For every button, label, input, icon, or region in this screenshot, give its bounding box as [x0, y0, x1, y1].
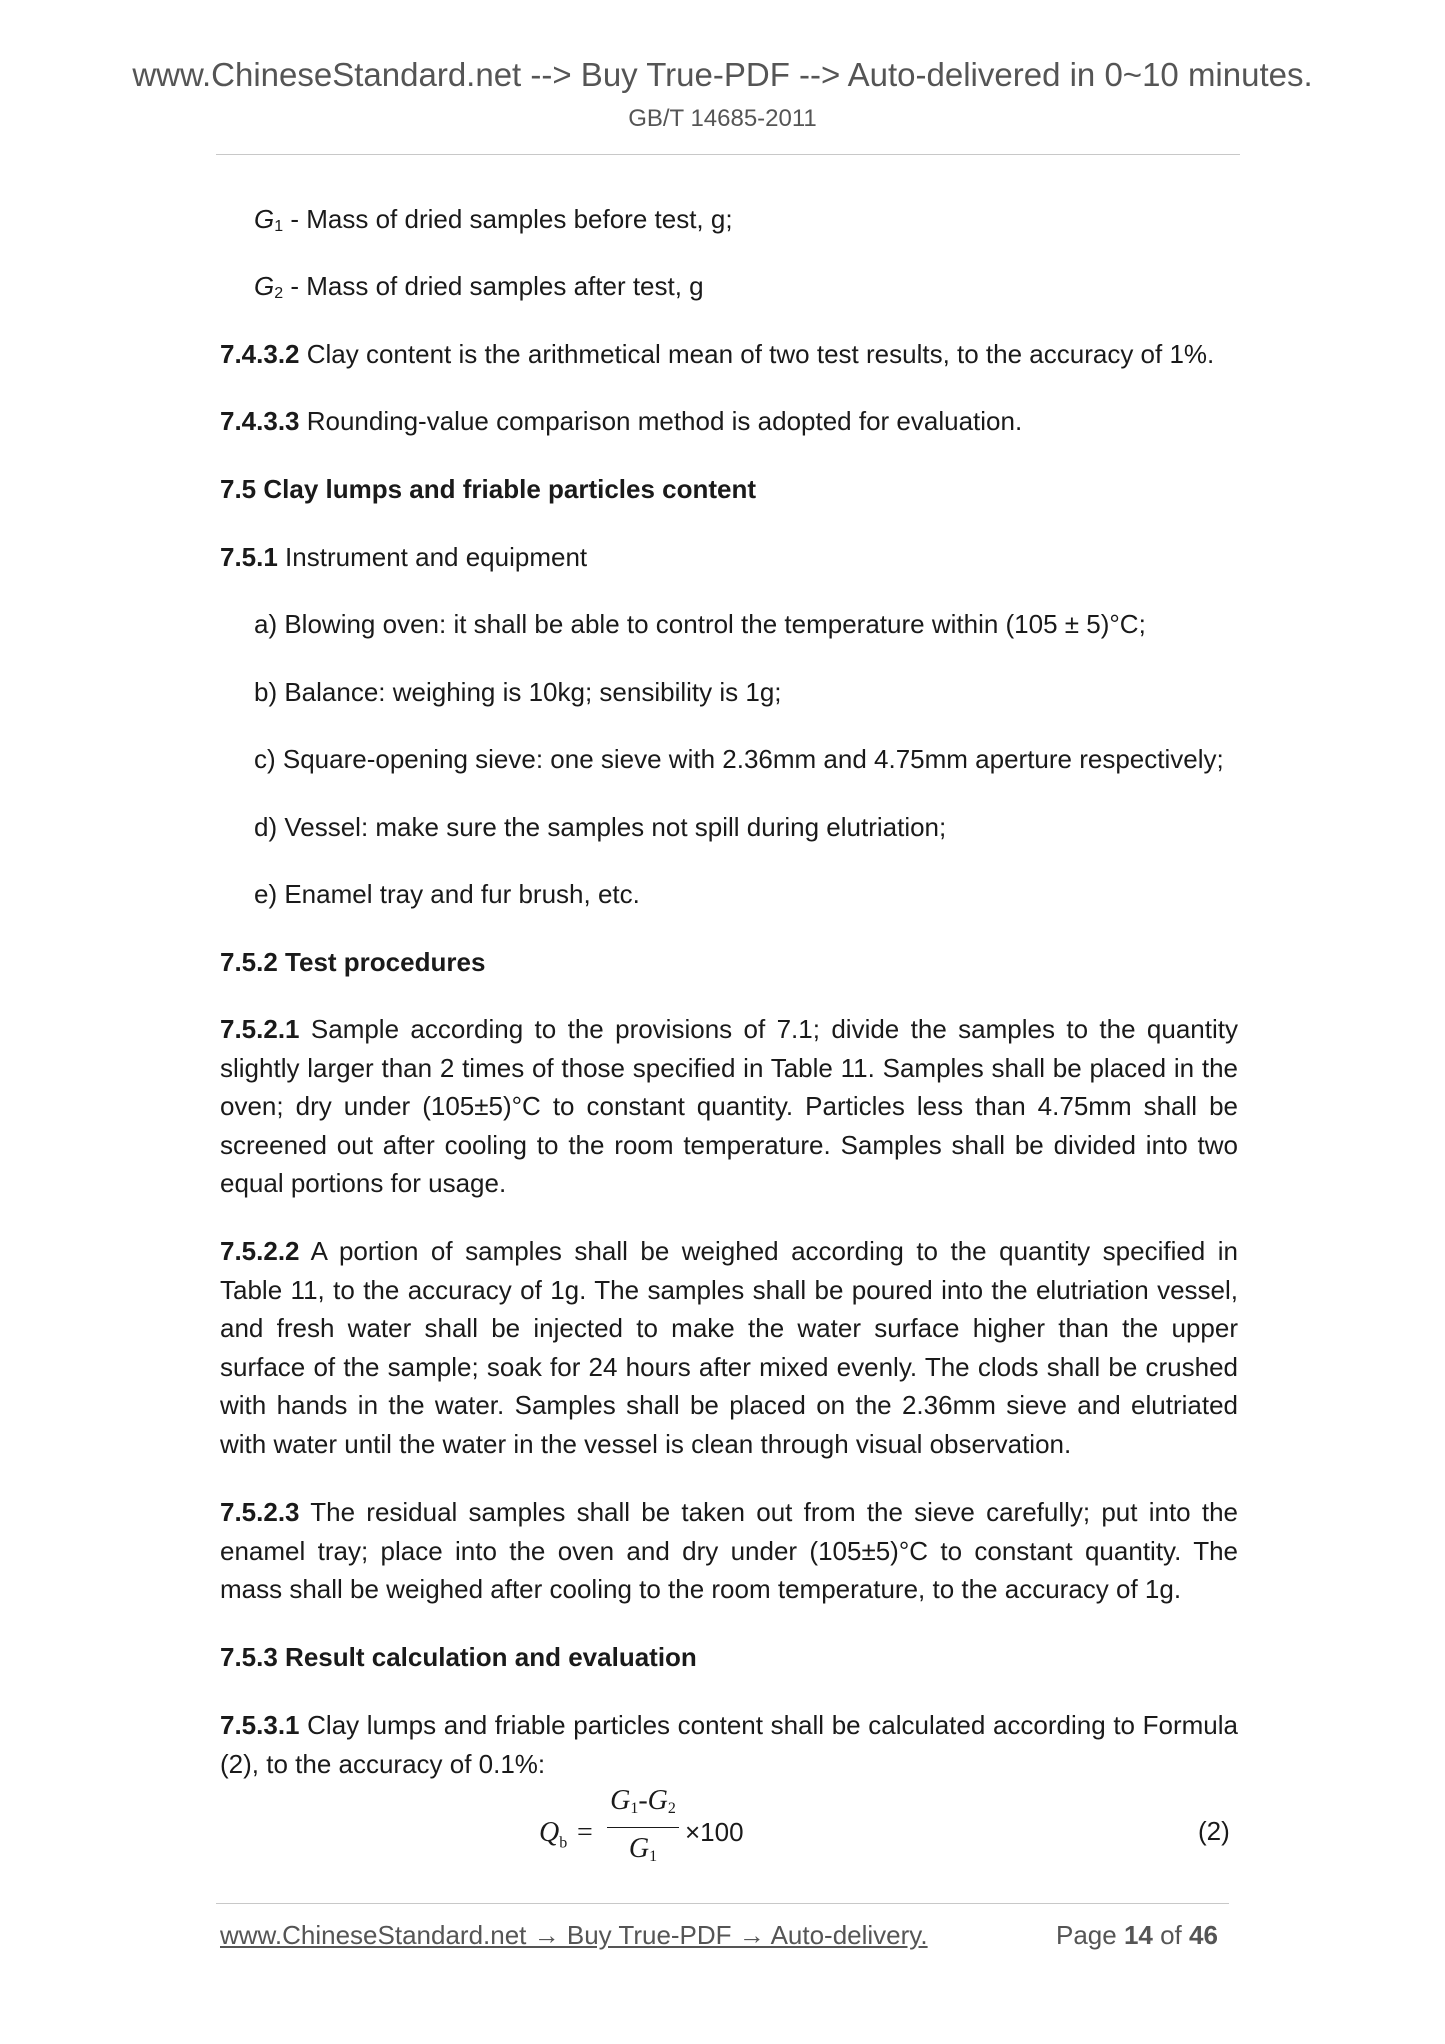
section-heading-7-5-3: 7.5.3 Result calculation and evaluation: [220, 1642, 697, 1672]
definition-text: - Mass of dried samples after test, g: [283, 271, 704, 301]
formula-2: [535, 1783, 785, 1883]
formula-equals: =: [577, 1817, 593, 1848]
formula-label: (2): [1198, 1816, 1230, 1846]
clause-number: 7.5.3.1: [220, 1710, 300, 1740]
header-divider: [216, 154, 1240, 155]
clause-text: A portion of samples shall be weighed according to the quantity specified in Table 11, to the accuracy of 1g. The samples shall be poured into the elutriation vessel, and fresh water shall be injected to make the water surface higher than the upper surface of the sample; soak for 24 hours after mixed evenly. The clods shall be crushed with hands in the water. Samples shall be placed on the 2.36mm sieve and elutriated with water until the water in the vessel is clean through visual observation.: [220, 1236, 1238, 1459]
page-prefix: Page: [1056, 1920, 1124, 1950]
page-number: [1056, 1920, 1218, 1951]
clause-7-4-3-2: [220, 335, 1214, 373]
definition-text: - Mass of dried samples before test, g;: [283, 204, 733, 234]
total-pages: 46: [1189, 1920, 1218, 1950]
clause-7-5-2-3: [220, 1493, 1238, 1609]
denominator-term: G: [628, 1833, 650, 1864]
equipment-item-d: d) Vessel: make sure the samples not spill during elutriation;: [254, 812, 947, 842]
page-of: of: [1152, 1920, 1190, 1950]
clause-text: Clay content is the arithmetical mean of two test results, to the accuracy of 1%.: [299, 339, 1215, 369]
equipment-item-b: b) Balance: weighing is 10kg; sensibility is 1g;: [254, 677, 782, 707]
denominator-subscript: 1: [649, 1848, 658, 1865]
header-title: www.ChineseStandard.net --> Buy True-PDF --> Auto-delivered in 0~10 minutes.: [132, 56, 1313, 93]
formula-lhs-subscript: b: [559, 1834, 568, 1852]
clause-7-5-2-2: [220, 1232, 1238, 1463]
clause-text: The residual samples shall be taken out from the sieve carefully; put into the enamel tray; place into the oven and dry under (105±5)°C to constant quantity. The mass shall be weighed after cooling to the room temperature, to the accuracy of 1g.: [220, 1497, 1238, 1604]
formula-lhs: [539, 1817, 567, 1853]
definition-g1: [254, 200, 733, 246]
footer-divider: [216, 1903, 1229, 1904]
formula-multiplier: ×100: [685, 1817, 744, 1847]
clause-number: 7.4.3.2: [220, 339, 300, 369]
clause-number: 7.5.2.3: [220, 1497, 300, 1527]
numerator-term-1-subscript: 1: [630, 1800, 639, 1817]
numerator-term-2-subscript: 2: [667, 1800, 676, 1817]
current-page: 14: [1123, 1920, 1153, 1950]
section-heading-7-5-2: 7.5.2 Test procedures: [220, 947, 486, 977]
formula-denominator: [607, 1833, 679, 1866]
clause-7-5-3-1: [220, 1706, 1238, 1783]
clause-7-5-1: [220, 538, 587, 576]
clause-text: Instrument and equipment: [277, 542, 588, 572]
formula-lhs-symbol: Q: [539, 1817, 560, 1848]
section-heading-7-5: 7.5 Clay lumps and friable particles content: [220, 474, 757, 504]
clause-7-4-3-3: [220, 402, 1022, 440]
clause-text: Sample according to the provisions of 7.1; divide the samples to the quantity slightly larger than 2 times of those specified in Table 11. Samples shall be placed in the oven; dry under (105±5)°C to constant quantity. Particles less than 4.75mm shall be screened out after cooling to the room temperature. Samples shall be divided into two equal portions for usage.: [220, 1014, 1238, 1198]
definition-g2: [254, 267, 704, 313]
symbol-subscript: 2: [274, 285, 284, 302]
clause-text: Clay lumps and friable particles content shall be calculated according to Formula (2), to the accuracy of 0.1%:: [220, 1710, 1238, 1779]
clause-number: 7.5.1: [220, 542, 278, 572]
symbol-g: G: [254, 271, 275, 301]
equipment-item-c: c) Square-opening sieve: one sieve with 2.36mm and 4.75mm aperture respectively;: [254, 744, 1224, 774]
clause-text: Rounding-value comparison method is adopted for evaluation.: [299, 406, 1023, 436]
clause-number: 7.5.2.1: [220, 1014, 300, 1044]
equipment-item-e: e) Enamel tray and fur brush, etc.: [254, 879, 640, 909]
clause-number: 7.5.2.2: [220, 1236, 300, 1266]
clause-7-5-2-1: [220, 1010, 1238, 1203]
formula-numerator: [607, 1785, 679, 1818]
equipment-item-a: a) Blowing oven: it shall be able to control the temperature within (105 ± 5)°C;: [254, 609, 1146, 639]
numerator-term-1: G: [610, 1785, 631, 1816]
numerator-term-2: G: [647, 1785, 668, 1816]
symbol-subscript: 1: [274, 218, 284, 235]
numerator-minus: -: [638, 1785, 648, 1816]
footer-link[interactable]: www.ChineseStandard.net → Buy True-PDF → Auto-delivery.: [220, 1920, 928, 1950]
symbol-g: G: [254, 204, 275, 234]
fraction-bar: [607, 1827, 679, 1828]
standard-number: GB/T 14685-2011: [628, 105, 817, 132]
clause-number: 7.4.3.3: [220, 406, 300, 436]
